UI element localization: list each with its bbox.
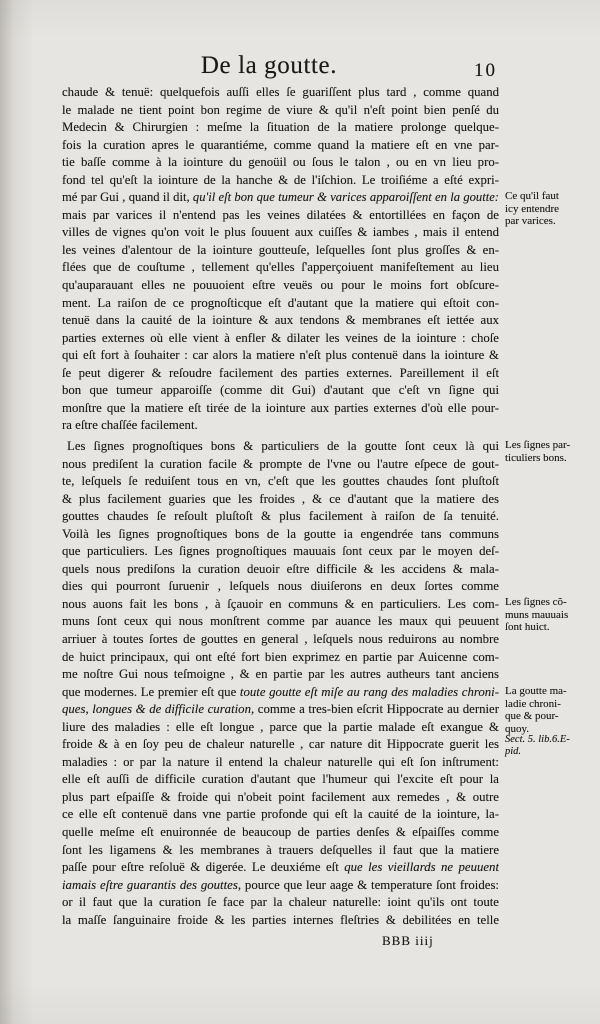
margin-note <box>505 596 597 634</box>
text-run: or il faut que la curation ſe face par la chaleur naturelle: ioint qu'ils ont toute <box>62 895 499 910</box>
text-run: Voilà les ſignes prognoſtiques bons de la goutte ia engendrée tans communs <box>62 526 499 541</box>
text-run: muns ſont ceux qui nous monſtrent comme par auance les maux qui peuuent <box>62 614 499 629</box>
text-line <box>62 330 499 348</box>
text-line <box>62 172 499 190</box>
margin-note-line: pid. <box>505 746 522 757</box>
margin-note-line: ladie chroni- <box>505 697 561 710</box>
text-run: les veines d'alentour de la iointure goutteuſe, leſquelles ſont plus groſſes & en- <box>62 242 499 257</box>
margin-note-line: muns mauuais <box>505 608 569 621</box>
text-run: le malade ne tient point bon regime de viure & qu'il n'eſt point bien penſé du <box>62 102 499 117</box>
text-run: que particuliers. Les ſignes prognoſtiques mauuais ſont ceux par le moyen deſ- <box>62 544 499 559</box>
text-run: ra eſtre chaſſée facilement. <box>62 418 198 433</box>
margin-note-line: ſont huict. <box>505 621 550 634</box>
text-line <box>62 382 499 400</box>
text-run: qu'auparauant elles ne pouuoient eſtre veuës ou pour le moins fort obſcure- <box>62 278 499 293</box>
paragraph <box>62 438 499 929</box>
text-line <box>62 508 499 526</box>
margin-note-line: par varices. <box>505 215 556 228</box>
text-run: maladies : or par la nature il entend la chaleur naturelle qui eſt ſon inſtrument: <box>62 754 499 769</box>
text-run: Les ſignes prognoſtiques bons & particuliers de la goutte ſont ceux là qui <box>67 439 499 453</box>
text-run: nous auons fait les bons , à ſçauoir en communs & en particuliers. Les com- <box>62 596 499 611</box>
margin-note-line: que & pour- <box>505 710 559 723</box>
text-line <box>62 649 499 667</box>
text-run: arriuer à toutes ſortes de gouttes en general , leſquels nous reduirons au nombre <box>62 632 499 647</box>
text-line <box>62 701 499 719</box>
text-line <box>62 842 499 860</box>
text-run: monſtre que la matiere eſt tirée de la iointure aux parties externes d'où elle pour- <box>62 400 499 415</box>
text-run: la maſſe ſanguinaire froide & les parties internes fleſtries & debilitées en telle <box>62 912 499 927</box>
text-run: , pource que leur aage & temperature ſont froides: <box>237 877 499 892</box>
text-line <box>62 859 499 877</box>
text-run: nous prediſent la curation facile & prompte de l'vne ou l'autre eſpece de gout- <box>62 456 499 471</box>
margin-note-line: Les ſignes par- <box>505 439 571 451</box>
paragraph <box>62 84 499 435</box>
text-line <box>62 596 499 614</box>
text-run: ſont les ligamens & les membranes à trauers deſquelles il faut que la matiere <box>62 842 499 857</box>
text-line <box>62 400 499 418</box>
margin-note-line: quoy. <box>505 722 530 735</box>
text-run: Medecin & Chirurgien : meſme la ſituation de la matiere prolonge quelque- <box>62 120 499 135</box>
text-line <box>62 312 499 330</box>
margin-note-line: icy entendre <box>505 202 560 215</box>
text-line <box>62 771 499 789</box>
text-line <box>62 526 499 544</box>
text-run: mé par Gui , quand il dit, <box>62 190 193 205</box>
text-line <box>62 242 499 260</box>
text-run: te, leſquels ſe reduiſent tous en vn, c'eſt que les gouttes chaudes ſont pluſtoſt <box>62 474 499 489</box>
margin-note-line: ticuliers bons. <box>505 451 567 464</box>
text-run: me noſtre Gui nous teſmoigne , & en partie par les autres autheurs tant anciens <box>62 667 499 682</box>
text-run: ment. La raiſon de ce prognoſticque eſt d'autant que la matiere qui eſtoit con- <box>62 295 499 310</box>
text-line <box>62 456 499 474</box>
running-head: De la goutte. <box>200 52 338 79</box>
margin-note-line: Les ſignes cõ- <box>505 596 567 608</box>
italic-text-run: ques, longues & de difficile curation, <box>62 702 255 717</box>
text-line <box>62 754 499 772</box>
page-number: 10 <box>474 60 497 81</box>
text-run: bon que tumeur apparoiſſe (comme dit Gui) d'autant que c'eſt vn ſigne qui <box>62 383 499 398</box>
margin-note <box>505 734 597 758</box>
italic-text-run: iamais eſtre guarantis des gouttes <box>62 877 238 892</box>
text-run: fois la curation apres le quarantiéme, comme quand la matiere eſt en vne par- <box>62 137 499 152</box>
margin-note-line: Sect. 5. lib.6.E- <box>505 734 570 745</box>
text-line <box>62 543 499 561</box>
text-line <box>62 295 499 313</box>
text-line <box>62 207 499 225</box>
text-line <box>62 613 499 631</box>
text-line <box>62 102 499 120</box>
text-line <box>62 224 499 242</box>
text-run: ce elle eſt contenuë dans vne partie profonde qui eſt la cauité de la iointure, la- <box>62 807 499 822</box>
text-line <box>62 578 499 596</box>
text-line <box>62 137 499 155</box>
text-line <box>62 473 499 491</box>
italic-text-run: que les vieillards ne peuuent <box>344 860 499 875</box>
text-line <box>62 438 499 456</box>
text-run: de huict principaux, qui ont eſté fort bien exprimez en partie par Auicenne com- <box>62 649 499 664</box>
text-line <box>62 365 499 383</box>
text-run: paſſe pour eſtre reſoluë & digerée. Le deuxiéme eſt <box>62 860 345 875</box>
italic-text-run: toute goutte eſt miſe au rang des maladies chroni- <box>239 684 499 699</box>
text-run: liure des maladies : elle eſt longue , parce que la partie malade eſt exangue & <box>62 719 499 734</box>
text-line <box>62 119 499 137</box>
text-line <box>62 894 499 912</box>
text-run: ſe peut digerer & reſoudre facilement des parties externes. Pareillement il eſt <box>62 365 499 380</box>
text-line <box>62 877 499 895</box>
text-line <box>62 684 499 702</box>
text-run: qui eſt fort à ſouhaiter : car alors la matiere n'eſt plus contenuë dans la iointure & <box>62 348 499 363</box>
text-line <box>62 277 499 295</box>
text-line <box>62 84 499 102</box>
text-line <box>62 736 499 754</box>
text-run: quelle meſme eſt enuironnée de beaucoup de parties denſes & eſpaiſſes comme <box>62 825 499 840</box>
text-run: tenuë dans la cauité de la iointure & aux tendons & membranes eſt iettée aux <box>62 313 499 328</box>
text-run: chaude & tenuë: quelquefois auſſi elles ſe guariſſent plus tard , comme quand <box>62 85 499 99</box>
text-line <box>62 154 499 172</box>
text-run: flées que de couſtume , tellement qu'elles ſ'apperçoiuent manifeſtement au lieu <box>62 260 499 275</box>
text-run: & plus facilement guaries que les froides , & ce d'autant que la matiere des <box>62 491 499 506</box>
text-run: que modernes. Le premier eſt que <box>62 684 240 699</box>
text-line <box>62 561 499 579</box>
text-line <box>62 789 499 807</box>
text-run: villes de vignes qu'on voit le plus ſouuent aux cuiſſes & iambes , mais il entend <box>62 225 499 240</box>
signature-mark: BBB iiij <box>382 933 434 948</box>
text-run: parties externes où elle vient à enfler & dilater les veines de la iointure : choſe <box>62 330 499 345</box>
text-run: tie baſſe comme à la iointure du genoüil ou ſous le talon , ou en vn lieu pro- <box>62 155 499 170</box>
text-line <box>62 631 499 649</box>
margin-note <box>505 685 597 735</box>
text-line <box>62 417 499 435</box>
text-run: froide & à en ſoy peu de chaleur naturelle , car nature dit Hippocrate guerit les <box>62 737 499 752</box>
text-run: fond tel qu'eſt la iointure de la hanche & de l'iſchion. Le troiſiéme a eſté expri- <box>62 172 499 187</box>
text-line <box>62 719 499 737</box>
text-line <box>62 824 499 842</box>
margin-note <box>505 190 597 228</box>
text-line <box>62 912 499 930</box>
text-run: gouttes chaudes ſe reſoult pluſtoſt & plus facilement à raiſon de ſa tenuité. <box>62 509 499 524</box>
text-run: mais par varices il n'entend pas les veines dilatées & entortillées en façon de <box>62 207 499 222</box>
text-run: comme a tres-bien eſcrit Hippocrate au dernier <box>254 702 499 717</box>
margin-note-line: La goutte ma- <box>505 685 567 697</box>
text-run: dies qui pourront ſuruenir , leſquels nous diuiſerons en deux ſortes comme <box>62 579 499 594</box>
text-line <box>62 806 499 824</box>
text-line <box>62 259 499 277</box>
text-line <box>62 347 499 365</box>
text-line <box>62 666 499 684</box>
margin-note-line: Ce qu'il faut <box>505 190 559 202</box>
text-run: quels nous prediſons la curation deuoir eſtre difficile & les accidens & mala- <box>62 561 499 576</box>
text-run: elle eſt auſſi de difficile curation d'autant que l'humeur qui l'excite eſt pour la <box>62 772 499 787</box>
italic-text-run: qu'il eſt bon que tumeur & varices apparoiſſent en la goutte: <box>192 190 499 205</box>
margin-note <box>505 439 597 464</box>
text-run: plus part eſpaiſſe & froide qui n'obeit point facilement aux remedes , & outre <box>62 789 499 804</box>
text-line <box>62 491 499 509</box>
text-line <box>62 189 499 207</box>
